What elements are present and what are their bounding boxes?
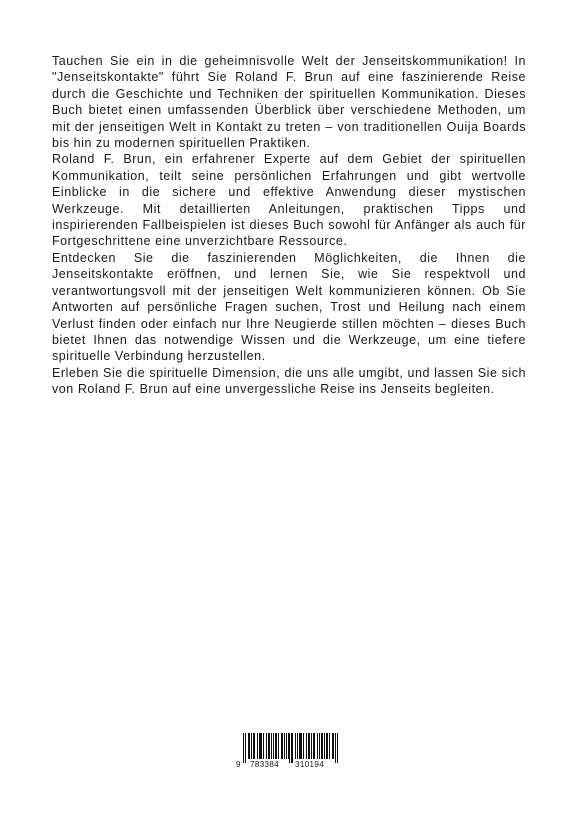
barcode-bar xyxy=(276,733,277,759)
barcode-bar xyxy=(284,733,285,759)
barcode-bar xyxy=(324,733,325,759)
blurb-paragraph-2: Roland F. Brun, ein erfahrener Experte auf dem Gebiet der spirituellen Kommunikation, teilt seine persönlichen Erfahrungen und gibt wertvolle Einblicke in die sichere und effektive Anwendung dieser mystischen Werkzeuge. Mit detaillierten Anleitungen, praktischen Tipps und inspirierenden Fallbeispielen ist dieses Buch sowohl für Anfänger als auch für Fortgeschrittene eine unverzichtbare Ressource. xyxy=(52,152,526,249)
isbn-barcode xyxy=(235,733,343,771)
barcode-bar xyxy=(335,733,336,763)
barcode-bar xyxy=(253,733,254,759)
blurb-paragraph-4: Erleben Sie die spirituelle Dimension, die uns alle umgibt, und lassen Sie sich von Roland F. Brun auf eine unvergessliche Reise ins Jenseits begleiten. xyxy=(52,365,526,397)
barcode-bar xyxy=(259,733,260,759)
barcode-digits-left: 783384 xyxy=(250,760,280,769)
barcode-digit-first: 9 xyxy=(236,760,241,769)
barcode-bar xyxy=(299,733,300,759)
barcode-bar xyxy=(332,733,333,759)
barcode-bar xyxy=(322,733,323,759)
barcode-bar xyxy=(248,733,249,759)
barcode-bar xyxy=(260,733,261,759)
barcode-bar xyxy=(254,733,255,759)
barcode-bar xyxy=(275,733,276,759)
barcode-bar xyxy=(292,733,293,763)
blurb-text xyxy=(52,53,526,398)
barcode-bar xyxy=(313,733,314,759)
barcode-bar xyxy=(269,733,270,759)
barcode-bar xyxy=(282,733,283,759)
barcode-bar xyxy=(278,733,279,759)
barcode-bar xyxy=(257,733,258,759)
blurb-paragraph-3: Entdecken Sie die faszinierenden Möglichkeiten, die Ihnen die Jenseitskontakte eröffnen, und lernen Sie, wie Sie respektvoll und verantwortungsvoll mit der jenseitigen Welt kommunizieren können. Ob Sie Antworten auf persönliche Fragen suchen, Trost und Heilung nach einem Verlust finden oder einfach nur Ihre Neugierde stillen möchten – dieses Buch bietet Ihnen das notwendige Wissen und die Werkzeuge, um eine tiefere spirituelle Verbindung herzustellen. xyxy=(52,250,526,364)
barcode-bar xyxy=(327,733,328,759)
barcode-bar xyxy=(281,733,282,759)
barcode-bar xyxy=(271,733,272,759)
barcode-bar xyxy=(308,733,309,759)
barcode-bar xyxy=(251,733,252,759)
barcode-bar xyxy=(333,733,334,759)
barcode-bar xyxy=(303,733,304,759)
barcode-bar xyxy=(321,733,322,759)
barcode-bar xyxy=(249,733,250,759)
barcode-digits-right: 310194 xyxy=(295,760,325,769)
barcode-bar xyxy=(243,733,244,763)
barcode-bar xyxy=(286,733,287,759)
blurb-paragraph-1: Tauchen Sie ein in die geheimnisvolle Welt der Jenseitskommunikation! In "Jenseitskontakte" führt Sie Roland F. Brun auf eine faszinierende Reise durch die Geschichte und Techniken der spirituellen Kommunikation. Dieses Buch bietet einen umfassenden Überblick über verschiedene Methoden, um mit der jenseitigen Welt in Kontakt zu treten – von traditionellen Ouija Boards bis hin zu modernen spirituellen Praktiken. xyxy=(52,54,526,151)
barcode-bar xyxy=(261,733,262,759)
barcode-bar xyxy=(297,733,298,759)
barcode-bar xyxy=(288,733,289,759)
barcode-bar xyxy=(300,733,301,759)
barcode-bar xyxy=(291,733,292,763)
barcode-bar xyxy=(273,733,274,759)
barcode-bar xyxy=(263,733,264,759)
barcode-bar xyxy=(314,733,315,759)
barcode-bar xyxy=(309,733,310,759)
barcode-bar xyxy=(337,733,338,763)
barcode-bar xyxy=(295,733,296,759)
barcode-bar xyxy=(326,733,327,759)
barcode-bar xyxy=(301,733,302,759)
barcode-bar xyxy=(245,733,246,763)
barcode-bar xyxy=(266,733,267,759)
barcode-bar xyxy=(311,733,312,759)
barcode-bar xyxy=(289,733,290,763)
barcode-bar xyxy=(268,733,269,759)
barcode-bar xyxy=(317,733,318,759)
barcode-bar xyxy=(306,733,307,759)
barcode-bar xyxy=(329,733,330,759)
barcode-bar xyxy=(319,733,320,759)
